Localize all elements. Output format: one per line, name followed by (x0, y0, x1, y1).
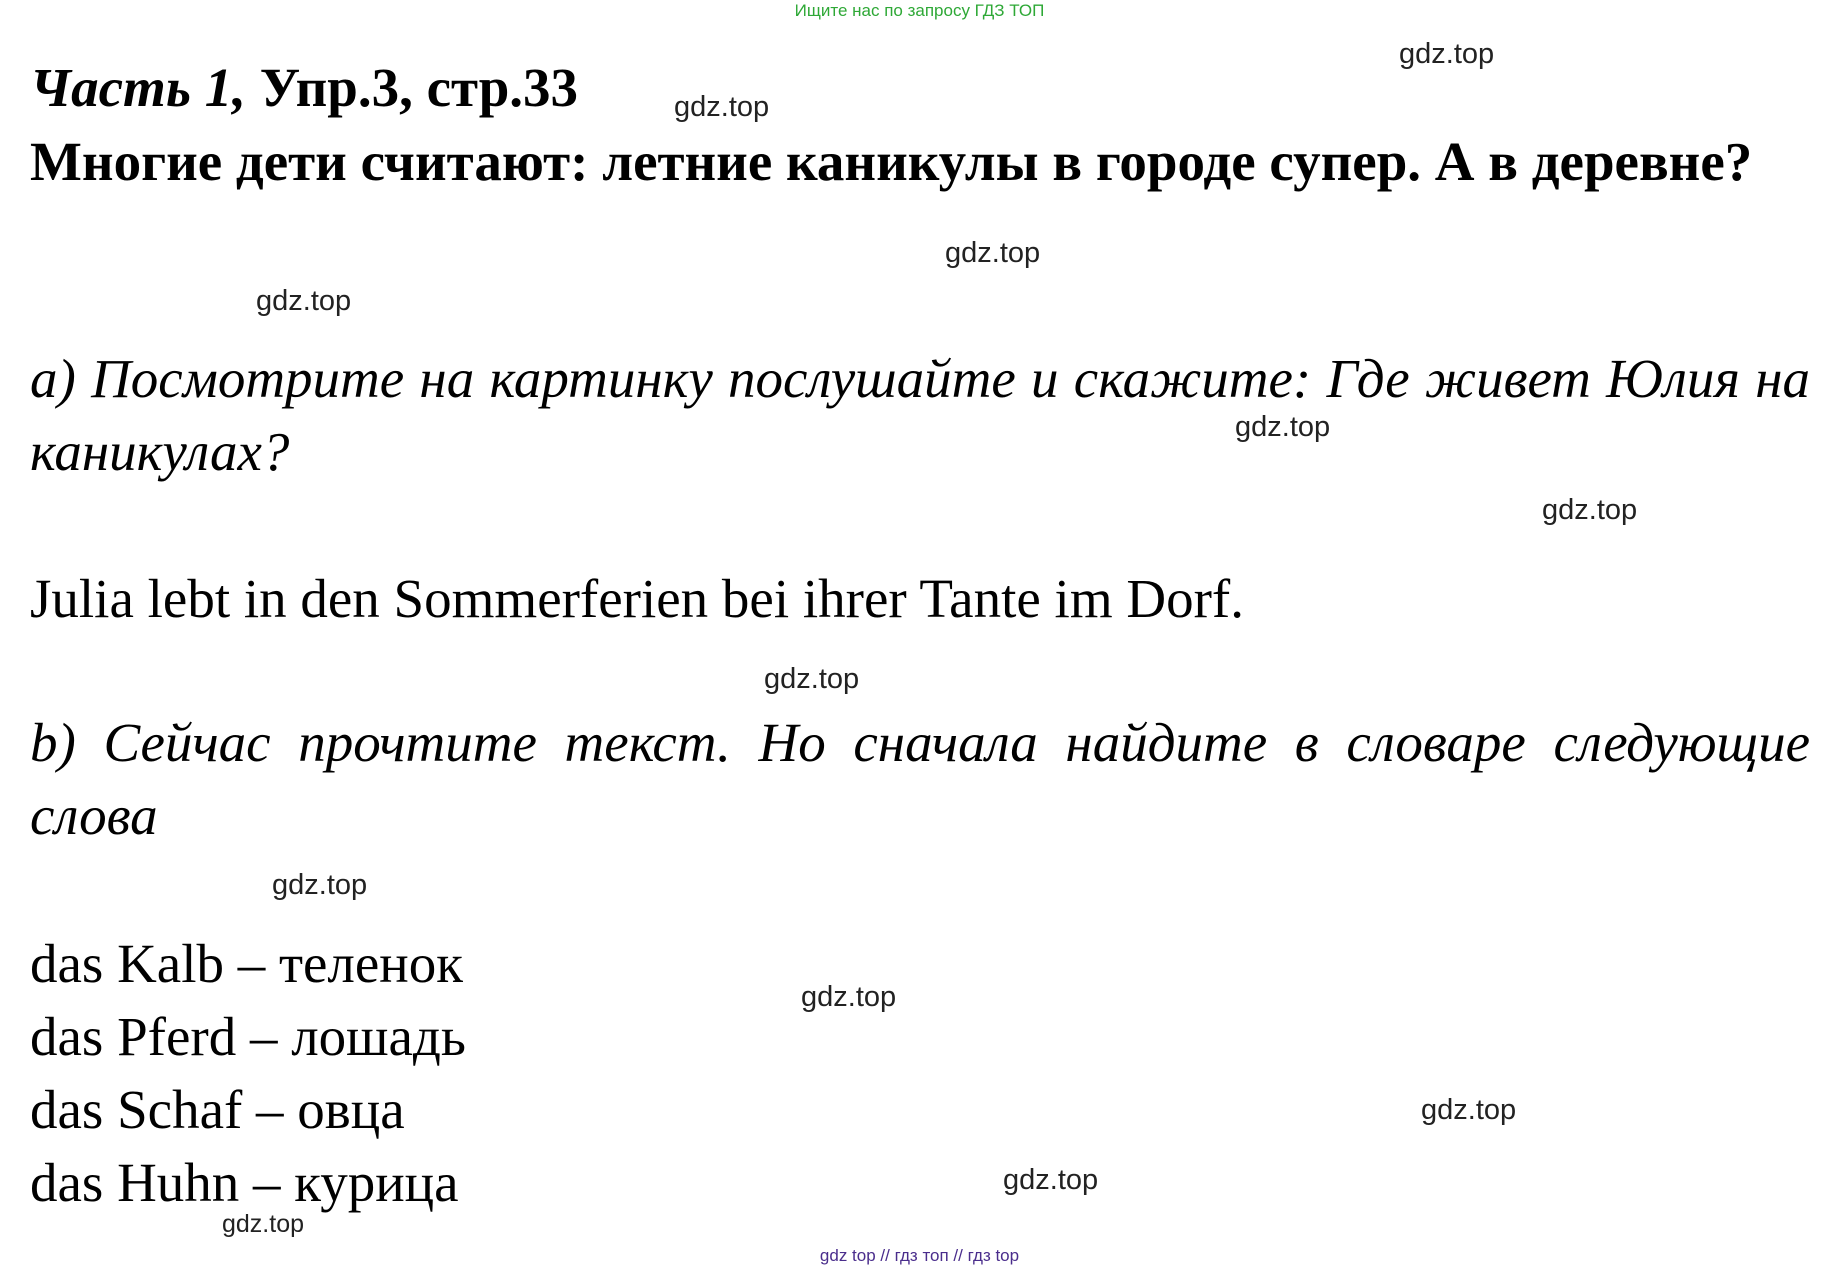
watermark: gdz.top (1399, 38, 1495, 70)
watermark: gdz.top (1421, 1094, 1517, 1126)
title-exercise-ref: Упр.3, стр.33 (245, 57, 579, 118)
watermark: gdz.top (1542, 494, 1638, 526)
bottom-banner: gdz top // гдз топ // гдз top (819, 1246, 1020, 1265)
watermark: gdz.top (801, 981, 897, 1013)
task-a-instruction: a) Посмотрите на картинку послушайте и скажите: Где живет Юлия на каникулах? (30, 348, 1810, 482)
vocabulary-item: das Schaf – овца (30, 1079, 405, 1140)
vocabulary-item: das Kalb – теленок (30, 933, 463, 994)
exercise-subtitle: Многие дети считают: летние каникулы в городе супер. А в деревне? (30, 131, 1753, 192)
top-banner: Ищите нас по запросу ГДЗ ТОП (794, 1, 1045, 20)
watermark: gdz.top (945, 237, 1041, 269)
watermark: gdz.top (1003, 1164, 1099, 1196)
exercise-title (30, 55, 1810, 121)
watermark: gdz.top (256, 285, 352, 317)
task-a-answer: Julia lebt in den Sommerferien bei ihrer Tante im Dorf. (30, 568, 1244, 629)
watermark: gdz.top (272, 869, 368, 901)
vocabulary-item: das Pferd – лошадь (30, 1006, 466, 1067)
vocabulary-list (30, 927, 1810, 1219)
watermark: gdz.top (674, 91, 770, 123)
vocabulary-item: das Huhn – курица (30, 1152, 459, 1213)
title-part: Часть 1, (30, 57, 246, 118)
watermark: gdz.top (764, 663, 860, 695)
watermark: gdz.top (222, 1210, 305, 1238)
task-b-instruction: b) Сейчас прочтите текст. Но сначала найдите в словаре следующие слова (30, 712, 1810, 846)
watermark: gdz.top (1235, 411, 1331, 443)
